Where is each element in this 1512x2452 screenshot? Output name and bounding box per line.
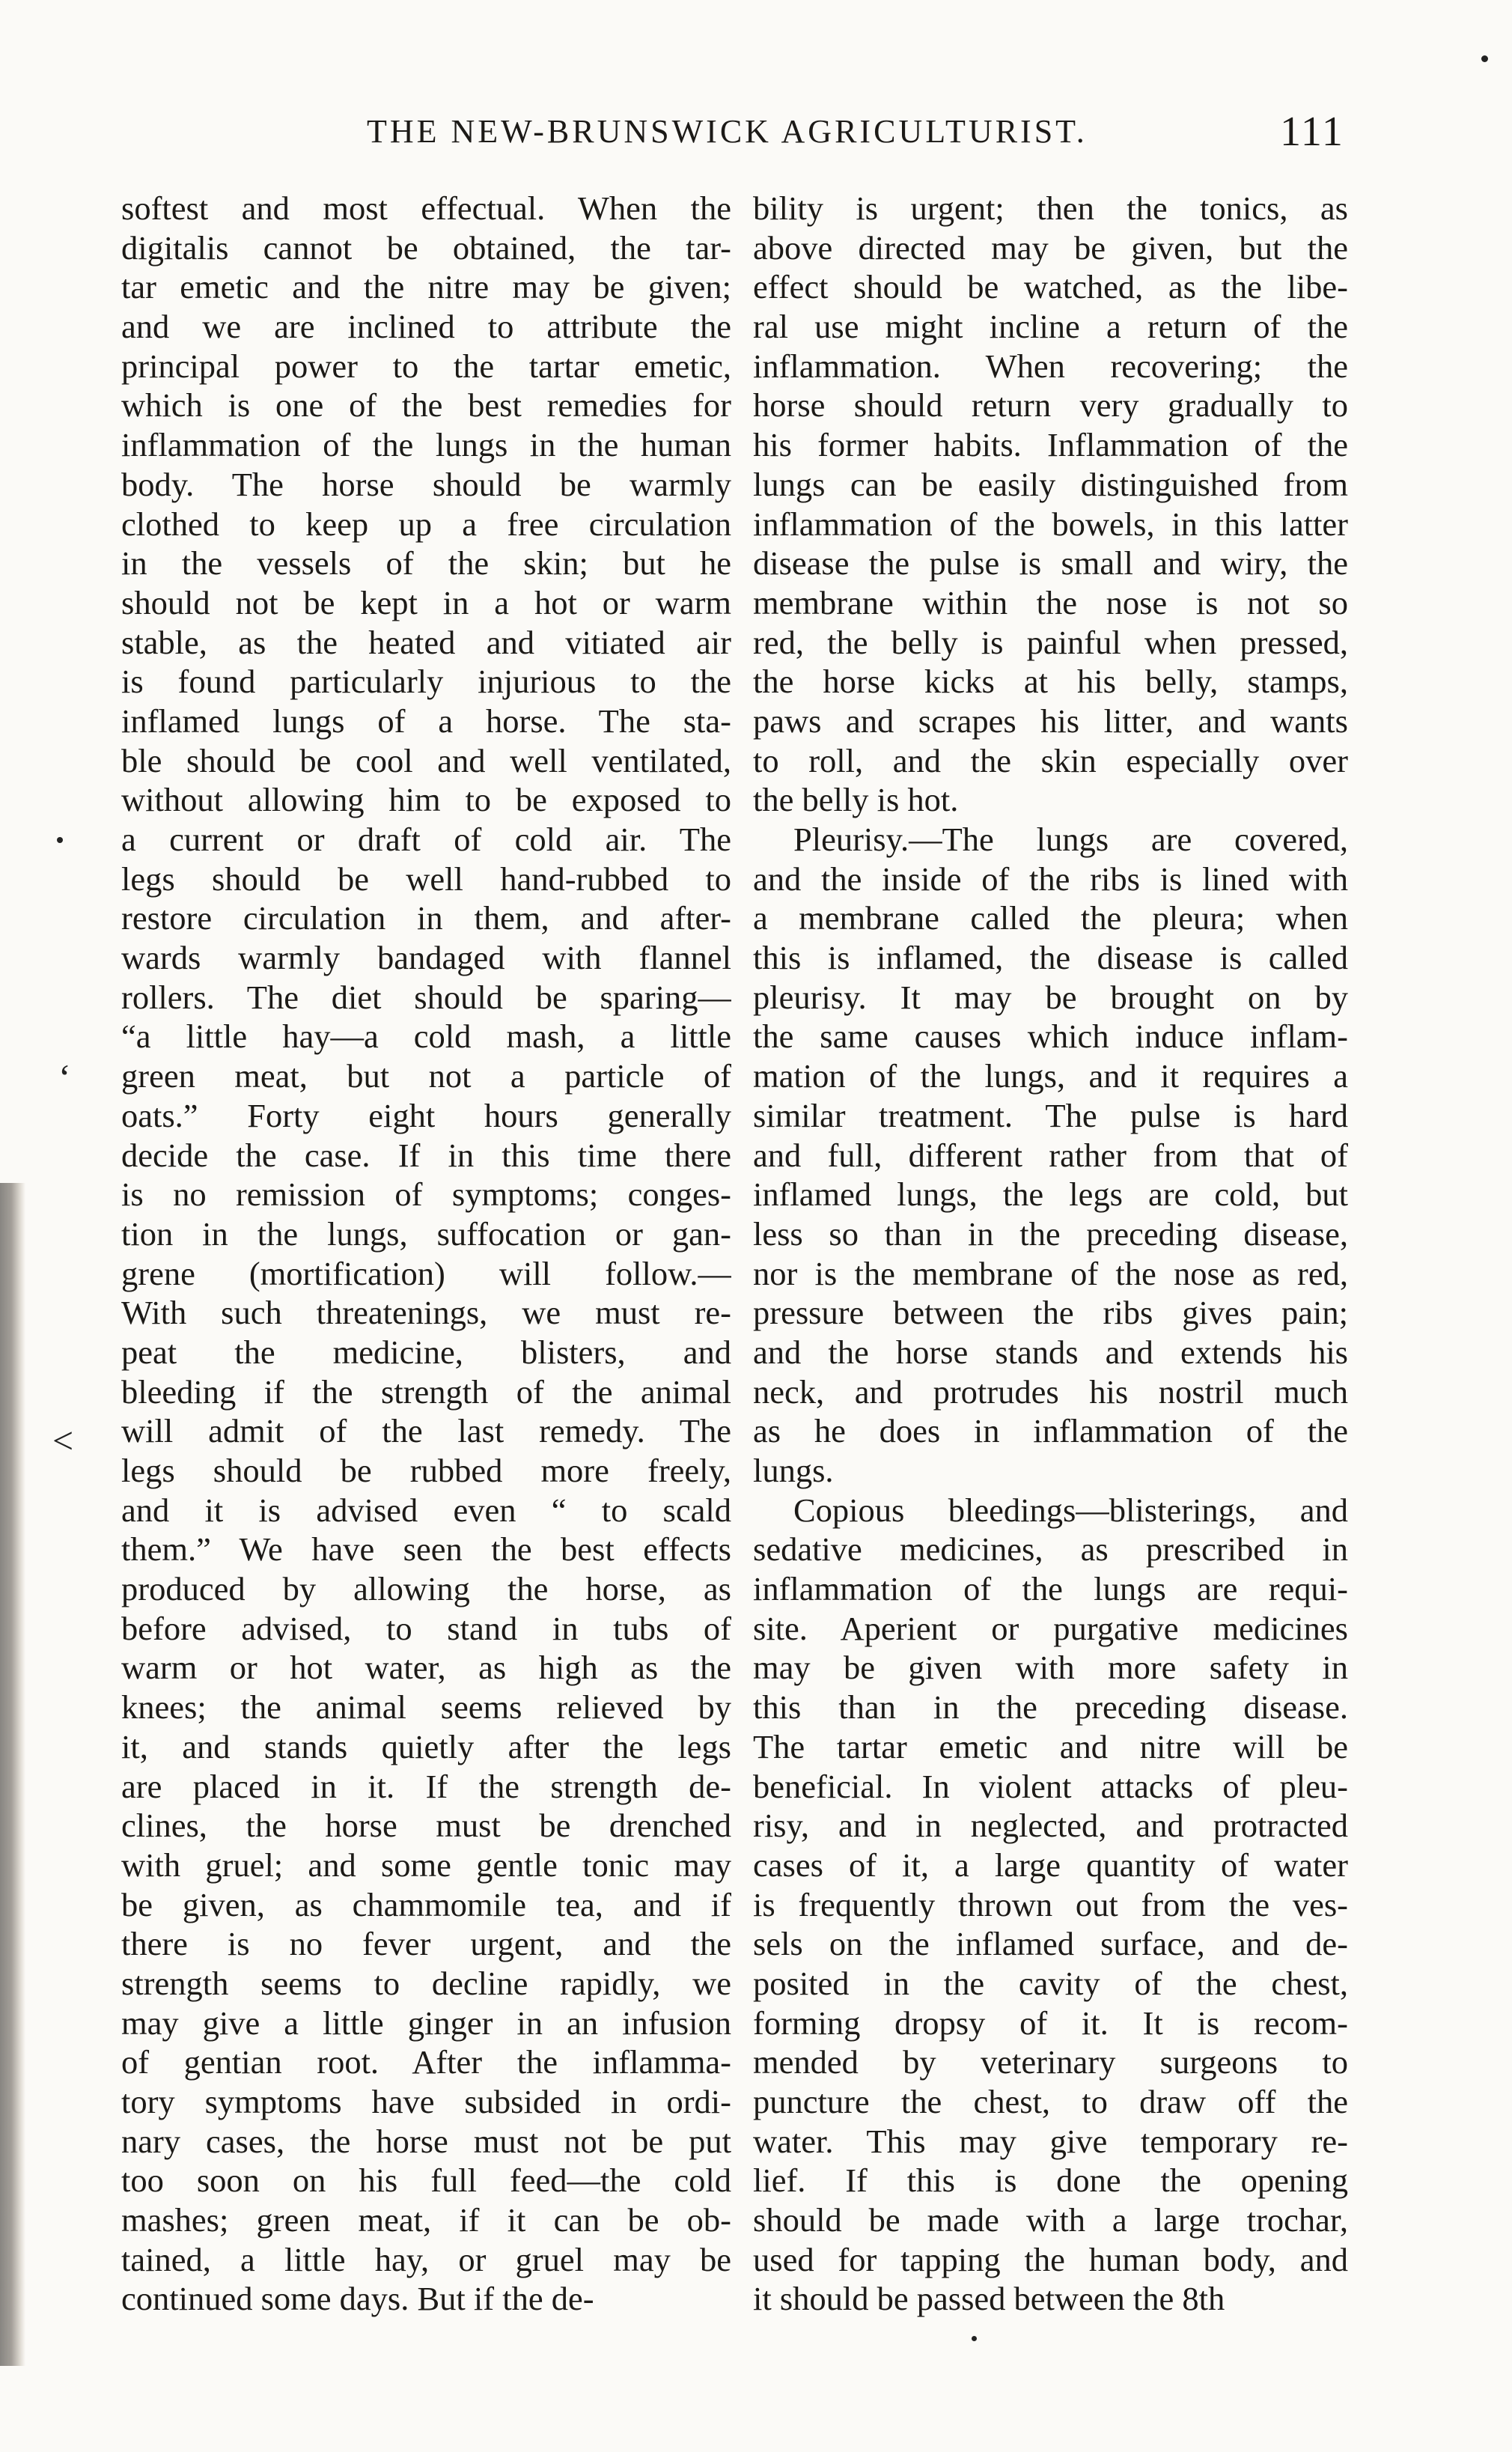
text-line: a current or draft of cold air. The bbox=[121, 821, 731, 858]
text-line: his former habits. Inflammation of the bbox=[753, 426, 1348, 464]
text-line: is found particularly injurious to the bbox=[121, 663, 731, 701]
binding-edge-shadow bbox=[0, 1183, 25, 2366]
text-line: should be made with a large trochar, bbox=[753, 2201, 1348, 2239]
text-line: the belly is hot. bbox=[753, 781, 959, 819]
text-line: be given, as chammomile tea, and if bbox=[121, 1885, 731, 1923]
text-line: strength seems to decline rapidly, we bbox=[121, 1964, 731, 2002]
text-line: less so than in the preceding disease, bbox=[753, 1214, 1348, 1253]
text-line: sels on the inflamed surface, and de- bbox=[753, 1925, 1348, 1963]
text-line: and full, different rather from that of bbox=[753, 1136, 1348, 1174]
text-line: mended by veterinary surgeons to bbox=[753, 2043, 1348, 2081]
text-line: before advised, to stand in tubs of bbox=[121, 1609, 731, 1647]
text-line: “a little hay—a cold mash, a little bbox=[121, 1017, 731, 1056]
text-line: effect should be watched, as the libe- bbox=[753, 268, 1348, 306]
text-line: peat the medicine, blisters, and bbox=[121, 1333, 731, 1371]
text-line: clines, the horse must be drenched bbox=[121, 1807, 731, 1845]
text-line: tar emetic and the nitre may be given; bbox=[121, 268, 731, 306]
text-line: body. The horse should be warmly bbox=[121, 465, 731, 503]
text-line: inflamed lungs of a horse. The sta- bbox=[121, 702, 731, 740]
text-line: and the horse stands and extends his bbox=[753, 1333, 1348, 1371]
text-line: this than in the preceding disease. bbox=[753, 1688, 1348, 1727]
text-line: oats.” Forty eight hours generally bbox=[121, 1096, 731, 1134]
text-line: red, the belly is painful when pressed, bbox=[753, 623, 1348, 661]
margin-mark: ˂ bbox=[52, 1420, 74, 1461]
text-line: is frequently thrown out from the ves- bbox=[753, 1885, 1348, 1923]
text-line: of gentian root. After the inflamma- bbox=[121, 2043, 731, 2081]
text-line: inflammation of the bowels, in this latter bbox=[753, 505, 1348, 543]
text-line: water. This may give temporary re- bbox=[753, 2122, 1348, 2160]
text-line: are placed in it. If the strength de- bbox=[121, 1767, 731, 1805]
text-line: bility is urgent; then the tonics, as bbox=[753, 189, 1348, 227]
text-line: The tartar emetic and nitre will be bbox=[753, 1727, 1348, 1765]
text-line: without allowing him to be exposed to bbox=[121, 781, 731, 819]
text-line: posited in the cavity of the chest, bbox=[753, 1964, 1348, 2002]
text-line: ble should be cool and well ventilated, bbox=[121, 741, 731, 779]
text-line: as he does in inflammation of the bbox=[753, 1412, 1348, 1450]
page-number: 111 bbox=[1280, 109, 1344, 155]
text-line: lief. If this is done the opening bbox=[753, 2162, 1348, 2200]
text-line: continued some days. But if the de- bbox=[121, 2280, 594, 2318]
text-line: tion in the lungs, suffocation or gan- bbox=[121, 1214, 731, 1253]
text-line: disease the pulse is small and wiry, the bbox=[753, 544, 1348, 582]
text-line: similar treatment. The pulse is hard bbox=[753, 1096, 1348, 1134]
text-line: With such threatenings, we must re- bbox=[121, 1294, 731, 1332]
text-line: may be given with more safety in bbox=[753, 1649, 1348, 1687]
text-line: beneficial. In violent attacks of pleu- bbox=[753, 1767, 1348, 1805]
text-line: to roll, and the skin especially over bbox=[753, 741, 1348, 779]
text-line: above directed may be given, but the bbox=[753, 228, 1348, 267]
text-line: site. Aperient or purgative medicines bbox=[753, 1609, 1348, 1647]
text-line: Copious bleedings—blisterings, and bbox=[793, 1491, 1348, 1529]
text-line: membrane within the nose is not so bbox=[753, 583, 1348, 621]
text-line: nor is the membrane of the nose as red, bbox=[753, 1254, 1348, 1292]
ink-speck bbox=[57, 837, 63, 843]
text-line: Pleurisy.—The lungs are covered, bbox=[793, 821, 1348, 858]
text-line: the horse kicks at his belly, stamps, bbox=[753, 663, 1348, 701]
right-text-column bbox=[753, 189, 1348, 2319]
text-line: mashes; green meat, if it can be ob- bbox=[121, 2201, 731, 2239]
text-line: it, and stands quietly after the legs bbox=[121, 1727, 731, 1765]
text-line: inflammation of the lungs are requi- bbox=[753, 1570, 1348, 1608]
text-line: pressure between the ribs gives pain; bbox=[753, 1294, 1348, 1332]
text-line: pleurisy. It may be brought on by bbox=[753, 978, 1348, 1016]
text-line: bleeding if the strength of the animal bbox=[121, 1372, 731, 1411]
text-line: wards warmly bandaged with flannel bbox=[121, 939, 731, 977]
text-line: legs should be rubbed more freely, bbox=[121, 1452, 731, 1489]
text-line: inflammation of the lungs in the human bbox=[121, 426, 731, 464]
text-line: restore circulation in them, and after- bbox=[121, 899, 731, 937]
running-title: THE NEW-BRUNSWICK AGRICULTURIST. bbox=[367, 113, 1088, 150]
text-line: knees; the animal seems relieved by bbox=[121, 1688, 731, 1727]
text-line: softest and most effectual. When the bbox=[121, 189, 731, 227]
text-line: green meat, but not a particle of bbox=[121, 1057, 731, 1095]
text-line: too soon on his full feed—the cold bbox=[121, 2162, 731, 2200]
text-line: tained, a little hay, or gruel may be bbox=[121, 2240, 731, 2278]
text-line: rollers. The diet should be sparing— bbox=[121, 978, 731, 1016]
text-line: inflamed lungs, the legs are cold, but bbox=[753, 1175, 1348, 1214]
text-line: and it is advised even “ to scald bbox=[121, 1491, 731, 1529]
text-line: ral use might incline a return of the bbox=[753, 308, 1348, 346]
text-line: may give a little ginger in an infusion bbox=[121, 2004, 731, 2042]
text-line: neck, and protrudes his nostril much bbox=[753, 1372, 1348, 1411]
ink-speck bbox=[1481, 55, 1488, 62]
text-line: digitalis cannot be obtained, the tar- bbox=[121, 228, 731, 267]
running-header bbox=[367, 109, 1344, 172]
text-line: this is inflamed, the disease is called bbox=[753, 939, 1348, 977]
text-line: mation of the lungs, and it requires a bbox=[753, 1057, 1348, 1095]
text-line: lungs. bbox=[753, 1452, 834, 1489]
text-line: with gruel; and some gentle tonic may bbox=[121, 1846, 731, 1884]
text-line: paws and scrapes his litter, and wants bbox=[753, 702, 1348, 740]
text-line: grene (mortification) will follow.— bbox=[121, 1254, 731, 1292]
text-line: lungs can be easily distinguished from bbox=[753, 465, 1348, 503]
text-line: should not be kept in a hot or warm bbox=[121, 583, 731, 621]
text-line: nary cases, the horse must not be put bbox=[121, 2122, 731, 2160]
text-line: legs should be well hand-rubbed to bbox=[121, 860, 731, 898]
text-line: used for tapping the human body, and bbox=[753, 2240, 1348, 2278]
text-line: sedative medicines, as prescribed in bbox=[753, 1530, 1348, 1569]
text-line: which is one of the best remedies for bbox=[121, 386, 731, 425]
text-line: them.” We have seen the best effects bbox=[121, 1530, 731, 1569]
text-line: forming dropsy of it. It is recom- bbox=[753, 2004, 1348, 2042]
text-line: clothed to keep up a free circulation bbox=[121, 505, 731, 543]
ink-speck bbox=[972, 2336, 977, 2341]
text-line: in the vessels of the skin; but he bbox=[121, 544, 731, 582]
text-line: it should be passed between the 8th bbox=[753, 2280, 1225, 2318]
text-line: puncture the chest, to draw off the bbox=[753, 2083, 1348, 2120]
text-line: the same causes which induce inflam- bbox=[753, 1017, 1348, 1056]
text-line: will admit of the last remedy. The bbox=[121, 1412, 731, 1450]
text-line: warm or hot water, as high as the bbox=[121, 1649, 731, 1687]
margin-mark: ʻ bbox=[58, 1056, 71, 1098]
text-line: inflammation. When recovering; the bbox=[753, 347, 1348, 385]
text-line: a membrane called the pleura; when bbox=[753, 899, 1348, 937]
text-line: and the inside of the ribs is lined with bbox=[753, 860, 1348, 898]
text-line: and we are inclined to attribute the bbox=[121, 308, 731, 346]
left-text-column bbox=[121, 189, 731, 2319]
text-line: cases of it, a large quantity of water bbox=[753, 1846, 1348, 1884]
text-line: principal power to the tartar emetic, bbox=[121, 347, 731, 385]
text-line: stable, as the heated and vitiated air bbox=[121, 623, 731, 661]
text-line: horse should return very gradually to bbox=[753, 386, 1348, 425]
text-line: tory symptoms have subsided in ordi- bbox=[121, 2083, 731, 2120]
text-line: decide the case. If in this time there bbox=[121, 1136, 731, 1174]
text-line: is no remission of symptoms; conges- bbox=[121, 1175, 731, 1214]
text-line: there is no fever urgent, and the bbox=[121, 1925, 731, 1963]
text-line: risy, and in neglected, and protracted bbox=[753, 1807, 1348, 1845]
text-line: produced by allowing the horse, as bbox=[121, 1570, 731, 1608]
